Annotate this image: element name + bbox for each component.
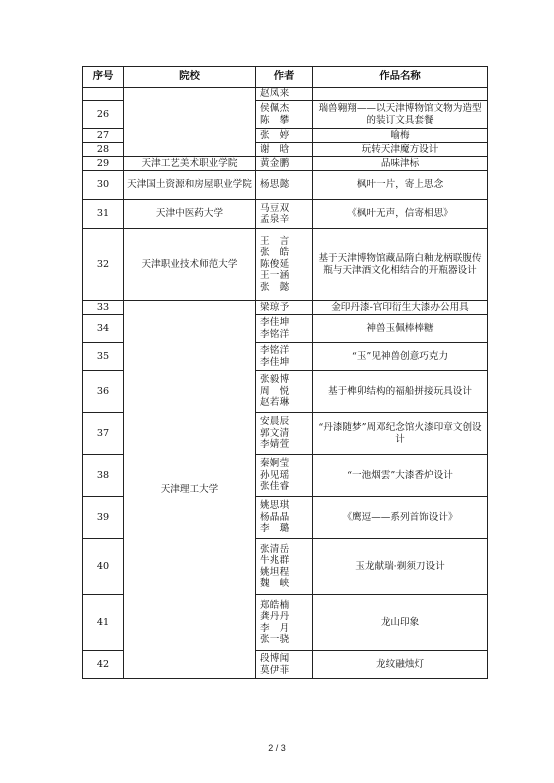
cell-no: 30 [83, 171, 124, 200]
cell-authors [256, 229, 313, 301]
cell-work-title: 基于天津博物馆藏品隋白釉龙柄联腹传瓶与天津酒文化相结合的开瓶器设计 [313, 229, 488, 301]
author-name: 赵若琳 [260, 397, 290, 409]
cell-no: 36 [83, 371, 124, 413]
cell-no: 32 [83, 229, 124, 301]
cell-authors [256, 371, 313, 413]
author-name: 姚坦程 [260, 566, 290, 578]
cell-authors [256, 129, 313, 143]
author-name: 张 皓 [260, 247, 290, 259]
author-name: 段博闻 [260, 653, 290, 665]
table-row [83, 301, 488, 315]
author-name: 李 月 [260, 622, 290, 634]
page-number: 2 / 3 [268, 743, 286, 753]
author-name: 姚思琪 [260, 500, 290, 512]
cell-work-title: 神兽玉佩棒棒糖 [313, 315, 488, 343]
author-name: 张毅博 [260, 374, 290, 386]
cell-no: 28 [83, 143, 124, 157]
cell-authors [256, 595, 313, 651]
header-no: 序号 [83, 67, 124, 88]
cell-no [83, 88, 124, 101]
author-name: 李铭洋 [260, 328, 290, 340]
author-name: 龚丹丹 [260, 611, 290, 623]
cell-no: 35 [83, 343, 124, 371]
author-name: 秦婀莹 [260, 458, 290, 470]
cell-no: 29 [83, 157, 124, 171]
cell-no: 34 [83, 315, 124, 343]
cell-no: 40 [83, 539, 124, 595]
cell-school: 天津理工大学 [124, 301, 256, 679]
author-name: 李 璐 [260, 523, 290, 535]
cell-work-title [313, 88, 488, 101]
cell-work-title: 玉龙献瑞·剃须刀设计 [313, 539, 488, 595]
author-name: 王一涵 [260, 270, 290, 282]
header-work: 作品名称 [313, 67, 488, 88]
header-author: 作者 [256, 67, 313, 88]
cell-no: 37 [83, 413, 124, 455]
author-name: 杨晶晶 [260, 511, 290, 523]
author-name: 李婧萱 [260, 439, 290, 451]
cell-authors [256, 651, 313, 679]
author-name: 安晨辰 [260, 416, 290, 428]
cell-no: 33 [83, 301, 124, 315]
cell-authors [256, 101, 313, 129]
cell-work-title: “一池烟雲”大漆香炉设计 [313, 455, 488, 497]
author-name: 陈俊延 [260, 258, 290, 270]
table-row [83, 157, 488, 171]
header-school: 院校 [124, 67, 256, 88]
cell-no: 41 [83, 595, 124, 651]
author-name: 杨思懿 [260, 179, 290, 191]
author-name: 张一骁 [260, 633, 290, 645]
author-name: 孟泉辛 [260, 214, 290, 225]
author-name: 黄金鹏 [260, 157, 290, 169]
cell-no: 27 [83, 129, 124, 143]
author-name: 李佳坤 [260, 317, 290, 329]
author-name: 郑皓楠 [260, 599, 290, 611]
author-name: 赵凤来 [260, 88, 290, 100]
cell-work-title: 龙纹融烛灯 [313, 651, 488, 679]
author-name: 莫伊菲 [260, 664, 290, 676]
author-name: 周 悦 [260, 385, 290, 397]
cell-work-title: 品味津标 [313, 157, 488, 171]
cell-work-title: “玉”见神兽创意巧克力 [313, 343, 488, 371]
table-row [83, 229, 488, 301]
table-row [83, 200, 488, 229]
cell-work-title: 枫叶一片，寄上思念 [313, 171, 488, 200]
author-name: 郭文清 [260, 427, 290, 439]
author-name: 张 懿 [260, 281, 290, 293]
table-row [83, 171, 488, 200]
cell-school: 天津国土资源和房屋职业学院 [124, 171, 256, 200]
cell-school: 天津职业技术师范大学 [124, 229, 256, 301]
cell-authors [256, 171, 313, 200]
author-name: 谢 晗 [260, 143, 290, 155]
cell-work-title: 玩转天津魔方设计 [313, 143, 488, 157]
cell-authors [256, 301, 313, 315]
cell-work-title: 基于榫卯结构的福船拼接玩具设计 [313, 371, 488, 413]
cell-no: 39 [83, 497, 124, 539]
cell-authors [256, 200, 313, 229]
cell-school: 天津中医药大学 [124, 200, 256, 229]
entries-table [82, 66, 488, 679]
cell-work-title: 龙山印象 [313, 595, 488, 651]
cell-work-title: 《枫叶无声，信寄相思》 [313, 200, 488, 229]
cell-authors [256, 413, 313, 455]
author-name: 梁琼予 [260, 301, 290, 313]
cell-authors [256, 88, 313, 101]
author-name: 孙见瑶 [260, 469, 290, 481]
author-name: 魏 峡 [260, 577, 290, 589]
cell-authors [256, 157, 313, 171]
author-name: 王 言 [260, 235, 290, 247]
author-name: 陈 攀 [260, 114, 290, 126]
author-name: 侯佩杰 [260, 103, 290, 115]
author-name: 张佳睿 [260, 481, 290, 493]
cell-no: 31 [83, 200, 124, 229]
cell-authors [256, 315, 313, 343]
cell-work-title: “丹漆随梦”周邓纪念馆火漆印章文创设计 [313, 413, 488, 455]
table-body [83, 88, 488, 679]
cell-authors [256, 539, 313, 595]
author-name: 张 婷 [260, 129, 290, 141]
cell-work-title: 喻梅 [313, 129, 488, 143]
author-name: 马豆双 [260, 202, 290, 214]
author-name: 张清岳 [260, 543, 290, 555]
cell-no: 38 [83, 455, 124, 497]
cell-no: 42 [83, 651, 124, 679]
table-header-row [83, 67, 488, 88]
cell-work-title: 《鹰逗——系列首饰设计》 [313, 497, 488, 539]
cell-work-title: 金印丹漆-官印衍生大漆办公用具 [313, 301, 488, 315]
cell-no: 26 [83, 101, 124, 129]
cell-authors [256, 143, 313, 157]
document-sheet [82, 66, 487, 679]
author-name: 牛兆群 [260, 555, 290, 567]
author-name: 李铭洋 [260, 345, 290, 357]
cell-authors [256, 343, 313, 371]
cell-work-title: 瑞兽翱翔——以天津博物馆文物为造型的装订文具套餐 [313, 101, 488, 129]
cell-authors [256, 455, 313, 497]
cell-authors [256, 497, 313, 539]
cell-school: 天津工艺美术职业学院 [124, 157, 256, 171]
table-row [83, 88, 488, 101]
cell-school [124, 88, 256, 157]
author-name: 李佳坤 [260, 356, 290, 368]
